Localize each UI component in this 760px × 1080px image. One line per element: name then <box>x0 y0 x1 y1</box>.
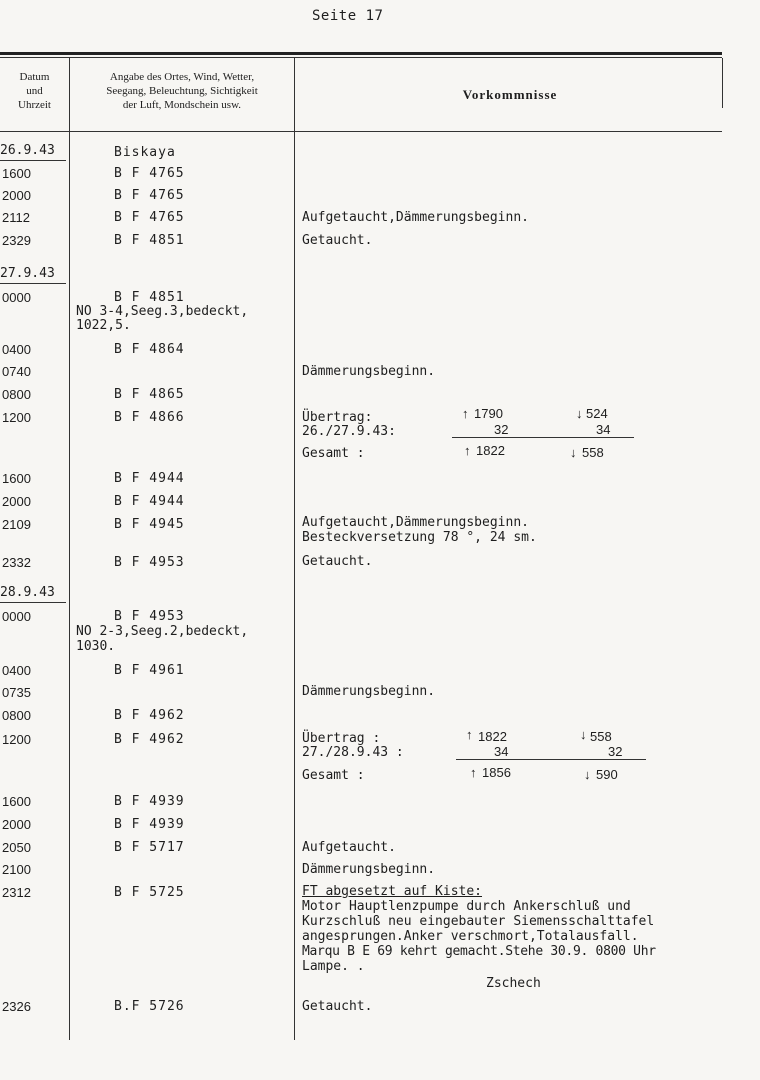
position-text: B F 4953 <box>114 555 185 570</box>
signature-name: Zschech <box>486 976 541 991</box>
date-label: 26.9.43 <box>0 143 55 158</box>
column-divider-3 <box>722 58 723 108</box>
time-label: 2000 <box>2 494 31 509</box>
position-text: B F 4851 <box>114 233 185 248</box>
tally-up-value: 1790 <box>474 406 503 421</box>
event-text: Aufgetaucht,Dämmerungsbeginn. <box>302 515 529 530</box>
tally-sum-line <box>456 759 646 760</box>
tally-down-value: 558 <box>590 729 612 744</box>
position-text: B F 4851 <box>114 290 185 305</box>
date-label: 27.9.43 <box>0 266 55 281</box>
time-label: 1600 <box>2 794 31 809</box>
tally-label: Übertrag: <box>302 410 373 425</box>
time-label: 1200 <box>2 732 31 747</box>
tally-sum-line <box>452 437 634 438</box>
time-label: 2112 <box>2 210 30 225</box>
page-number: Seite 17 <box>312 8 384 24</box>
time-label: 0000 <box>2 290 31 305</box>
position-text: B F 4944 <box>114 471 185 486</box>
tally-total-label: Gesamt : <box>302 768 365 783</box>
time-label: 0400 <box>2 663 31 678</box>
position-text: B F 4944 <box>114 494 185 509</box>
tally-up-arrow: ↑ <box>464 443 471 458</box>
time-label: 2000 <box>2 817 31 832</box>
event-text: Aufgetaucht,Dämmerungsbeginn. <box>302 210 529 225</box>
time-label: 2332 <box>2 555 31 570</box>
time-label: 0000 <box>2 609 31 624</box>
header-ort: Angabe des Ortes, Wind, Wetter, Seegang, Beleuchtung, Sichtigkeit der Luft, Mondschein usw. <box>106 71 258 111</box>
position-text: B F 4865 <box>114 387 185 402</box>
time-label: 2109 <box>2 517 31 532</box>
event-text: Getaucht. <box>302 999 373 1014</box>
header-rule <box>0 131 722 132</box>
position-text: B F 4953 <box>114 609 185 624</box>
position-text: B F 4765 <box>114 210 185 225</box>
tally-total-label: Gesamt : <box>302 446 365 461</box>
position-text: B F 4765 <box>114 166 185 181</box>
time-label: 2050 <box>2 840 31 855</box>
position-text: B F 4939 <box>114 817 185 832</box>
time-label: 1200 <box>2 410 31 425</box>
position-text: B F 4962 <box>114 708 185 723</box>
position-text: B.F 5726 <box>114 999 185 1014</box>
time-label: 2312 <box>2 885 31 900</box>
time-label: 0740 <box>2 364 31 379</box>
tally-down-arrow: ↓ <box>576 406 583 421</box>
tally-down-total: 558 <box>582 445 604 460</box>
top-rule-thin <box>0 57 722 58</box>
column-divider-1 <box>69 58 70 1040</box>
event-text: Getaucht. <box>302 233 373 248</box>
tally-down-add: 32 <box>608 744 623 759</box>
tally-up-add: 34 <box>494 744 509 759</box>
tally-up-total: 1822 <box>476 443 505 458</box>
position-text: B F 5717 <box>114 840 185 855</box>
top-rule <box>0 52 722 55</box>
date-underline <box>0 283 66 284</box>
time-label: 2326 <box>2 999 31 1014</box>
time-label: 0400 <box>2 342 31 357</box>
time-label: 0800 <box>2 387 31 402</box>
position-text: B F 5725 <box>114 885 185 900</box>
column-divider-2 <box>294 58 295 1040</box>
event-text: Dämmerungsbeginn. <box>302 684 436 699</box>
event-text: Aufgetaucht. <box>302 840 396 855</box>
event-text: Dämmerungsbeginn. <box>302 862 436 877</box>
tally-up-arrow: ↑ <box>470 765 477 780</box>
time-label: 2329 <box>2 233 31 248</box>
time-label: 2100 <box>2 862 31 877</box>
event-text: Motor Hauptlenzpumpe durch Ankerschluß und <box>302 899 631 914</box>
weather-text: 1030. <box>76 639 116 654</box>
event-text: Getaucht. <box>302 554 373 569</box>
tally-up-arrow: ↑ <box>462 406 469 421</box>
date-underline <box>0 602 66 603</box>
weather-text: NO 3-4,Seeg.3,bedeckt, <box>76 304 249 319</box>
event-text: Marqu B E 69 kehrt gemacht.Stehe 30.9. 0800 Uhr <box>302 944 656 959</box>
event-text: Besteckversetzung 78 °, 24 sm. <box>302 530 537 545</box>
tally-up-value: 1822 <box>478 729 507 744</box>
position-text: B F 4866 <box>114 410 185 425</box>
event-text: Lampe. . <box>302 959 365 974</box>
tally-label: Übertrag : <box>302 731 381 746</box>
position-text: B F 4765 <box>114 188 185 203</box>
date-label: 28.9.43 <box>0 585 55 600</box>
tally-up-add: 32 <box>494 422 509 437</box>
time-label: 1600 <box>2 471 31 486</box>
position-text: B F 4961 <box>114 663 185 678</box>
tally-down-total: 590 <box>596 767 618 782</box>
tally-label: 27./28.9.43 : <box>302 745 404 760</box>
weather-text: 1022,5. <box>76 318 131 333</box>
event-text: Dämmerungsbeginn. <box>302 364 436 379</box>
time-label: 2000 <box>2 188 31 203</box>
event-text: Kurzschluß neu eingebauter Siemensschalttafel <box>302 914 655 929</box>
position-text: B F 4864 <box>114 342 185 357</box>
header-datum: Datum und Uhrzeit <box>18 71 51 111</box>
date-underline <box>0 160 66 161</box>
position-text: B F 4939 <box>114 794 185 809</box>
time-label: 1600 <box>2 166 31 181</box>
tally-down-arrow: ↓ <box>580 727 587 742</box>
weather-text: NO 2-3,Seeg.2,bedeckt, <box>76 624 249 639</box>
tally-down-arrow: ↓ <box>570 445 577 460</box>
tally-label: 26./27.9.43: <box>302 424 396 439</box>
position-text: B F 4945 <box>114 517 185 532</box>
event-text: FT abgesetzt auf Kiste: <box>302 884 483 899</box>
tally-down-add: 34 <box>596 422 611 437</box>
tally-up-arrow: ↑ <box>466 727 473 742</box>
time-label: 0735 <box>2 685 31 700</box>
tally-down-arrow: ↓ <box>584 767 591 782</box>
header-vorkommnisse: Vorkommnisse <box>462 87 558 102</box>
tally-up-total: 1856 <box>482 765 511 780</box>
tally-down-value: 524 <box>586 406 608 421</box>
position-text: Biskaya <box>114 145 176 160</box>
event-text: angesprungen.Anker verschmort,Totalausfall. <box>302 929 639 944</box>
time-label: 0800 <box>2 708 31 723</box>
position-text: B F 4962 <box>114 732 185 747</box>
